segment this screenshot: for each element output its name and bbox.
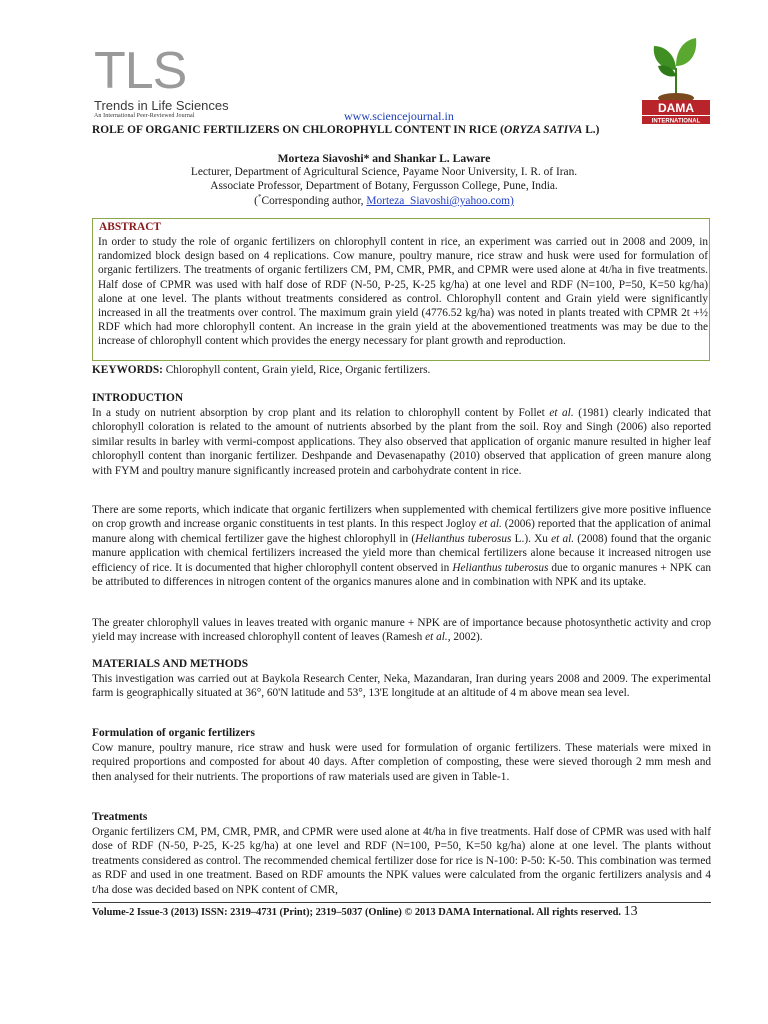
treatments-subheading: Treatments	[92, 811, 148, 823]
paper-title: ROLE OF ORGANIC FERTILIZERS ON CHLOROPHYLL CONTENT IN RICE (ORYZA SATIVA L.)	[92, 124, 600, 136]
footer-divider	[92, 902, 711, 903]
introduction-heading: INTRODUCTION	[92, 392, 184, 404]
abstract-heading: ABSTRACT	[99, 221, 162, 233]
tls-logo-text: TLS	[94, 44, 187, 94]
introduction-paragraph-3: The greater chlorophyll values in leaves treated with organic manure + NPK are of importance because photosynthetic activity and crop yield may increase with increased chlorophyll content of leaves (Ramesh et al., 2002).	[92, 617, 711, 644]
dama-logo-text: DAMA	[658, 101, 694, 115]
corresponding-email-link[interactable]: Morteza_Siavoshi@yahoo.com)	[366, 194, 514, 207]
page-number: 13	[623, 904, 638, 919]
keywords: KEYWORDS: Chlorophyll content, Grain yield, Rice, Organic fertilizers.	[92, 364, 431, 376]
introduction-paragraph-2: There are some reports, which indicate that organic fertilizers when supplemented with chemical fertilizers give more positive influence on crop growth and increase organic constituents in test plants. In this respect Jogloy et al. (2006) reported that the application of animal manure along with chemical fertilizer gave the highest chlorophyll in (Helianthus tuberosus L.). Xu et al. (2008) found that the organic manure application with chemical fertilizers increased the yield more than chemical fertilizers alone because it increased nitrogen use efficiency of rice. It is documented that higher chlorophyll content observed in Helianthus tuberosus due to organic manures + NPK can be attributed to differences in nitrogen content of the organics manures alone and in combination with NPK and its uptake.	[92, 504, 711, 589]
methods-heading: MATERIALS AND METHODS	[92, 658, 249, 670]
tls-logo	[94, 44, 194, 94]
page-footer: Volume-2 Issue-3 (2013) ISSN: 2319–4731 (Print); 2319–5037 (Online) © 2013 DAMA International. All rights reserved. 13	[92, 904, 638, 919]
dama-logo-subtext: INTERNATIONAL	[651, 118, 701, 125]
dama-international-logo	[640, 30, 712, 126]
plant-icon	[654, 38, 697, 103]
journal-subtitle: An International Peer-Reviewed Journal	[94, 113, 195, 119]
corresponding-author: (*Corresponding author, Morteza_Siavoshi@yahoo.com)	[254, 193, 514, 207]
methods-paragraph-1: This investigation was carried out at Baykola Research Center, Neka, Mazandaran, Iran during years 2008 and 2009. The experimental farm is geographically situated at 36°, 60'N latitude and 53°, 13'E longitude at an altitude of 4 m above mean sea level.	[92, 673, 711, 700]
journal-website-link[interactable]: www.sciencejournal.in	[344, 109, 454, 123]
journal-name: Trends in Life Sciences	[94, 98, 229, 113]
paper-authors: Morteza Siavoshi* and Shankar L. Laware	[277, 152, 491, 165]
abstract-text: In order to study the role of organic fertilizers on chlorophyll content in rice, an experiment was carried out in 2008 and 2009, in randomized block design based on 4 replications. Cow manure, poultry manure, rice straw and husk were used for formulation of organic fertilizers. The treatments of organic fertilizers CM, PM, CMR, PMR, and CPMR were used alone at 4t/ha in five treatments. Half dose of CPMR was used with half dose of RDF (N-50, P-25, K-25 kg/ha) at one level and RDF (N=100, P=50, K=50 kg/ha) alone at one level. The plants without treatments considered as control. Chlorophyll content and Grain yield were significantly increased in all the treatments over control. The maximum grain yield (4776.52 kg/ha) was noted in plants treated with CPMR 2t +½ RDF which had more chlorophyll content. An increase in the grain yield at the abovementioned treatments was may be due to the increase of chlorophyll content which provides the energy necessary for plant growth and reproduction.	[98, 236, 708, 348]
affiliation-2: Associate Professor, Department of Botany, Fergusson College, Pune, India.	[210, 180, 558, 192]
treatments-paragraph: Organic fertilizers CM, PM, CMR, PMR, and CPMR were used alone at 4t/ha in five treatments. Half dose of CPMR was used with half dose of RDF (N-50, P-25, K-25 kg/ha) at one level and RDF (N=100, P=50, K=50 kg/ha) alone at one level. The plants without treatments considered as control. The recommended chemical fertilizer dose for rice is N-100: P-50: K-50. This combination was termed as RDF and used in one treatment. Based on RDF amounts the NPK values were calculated from the organic fertilizers analysis and 4 t/ha dose was decided based on NPK content of CMR,	[92, 826, 711, 896]
affiliation-1: Lecturer, Department of Agricultural Science, Payame Noor University, I. R. of Iran.	[190, 166, 578, 178]
introduction-paragraph-1: In a study on nutrient absorption by crop plant and its relation to chlorophyll content by Follet et al. (1981) clearly indicated that chlorophyll coloration is related to the amount of nutrients absorbed by the plant from the soil. Roy and Singh (2006) also reported similar results in barley with vermi-compost applications. They also observed that application of organic manure resulted in higher leaf chlorophyll content than inorganic fertilizer. Deshpande and Devasenapathy (2010) observed that application of green manure along with FYM and poultry manure significantly increased protein and carbohydrate content in rice.	[92, 407, 711, 477]
formulation-subheading: Formulation of organic fertilizers	[92, 727, 255, 739]
formulation-paragraph: Cow manure, poultry manure, rice straw and husk were used for formulation of organic fertilizers. These materials were mixed in required proportions and composted for about 40 days. After completion of composting, these were sieved thorough 2 mm mesh and then analysed for their nutrients. The proportions of raw materials used are given in Table-1.	[92, 742, 711, 783]
